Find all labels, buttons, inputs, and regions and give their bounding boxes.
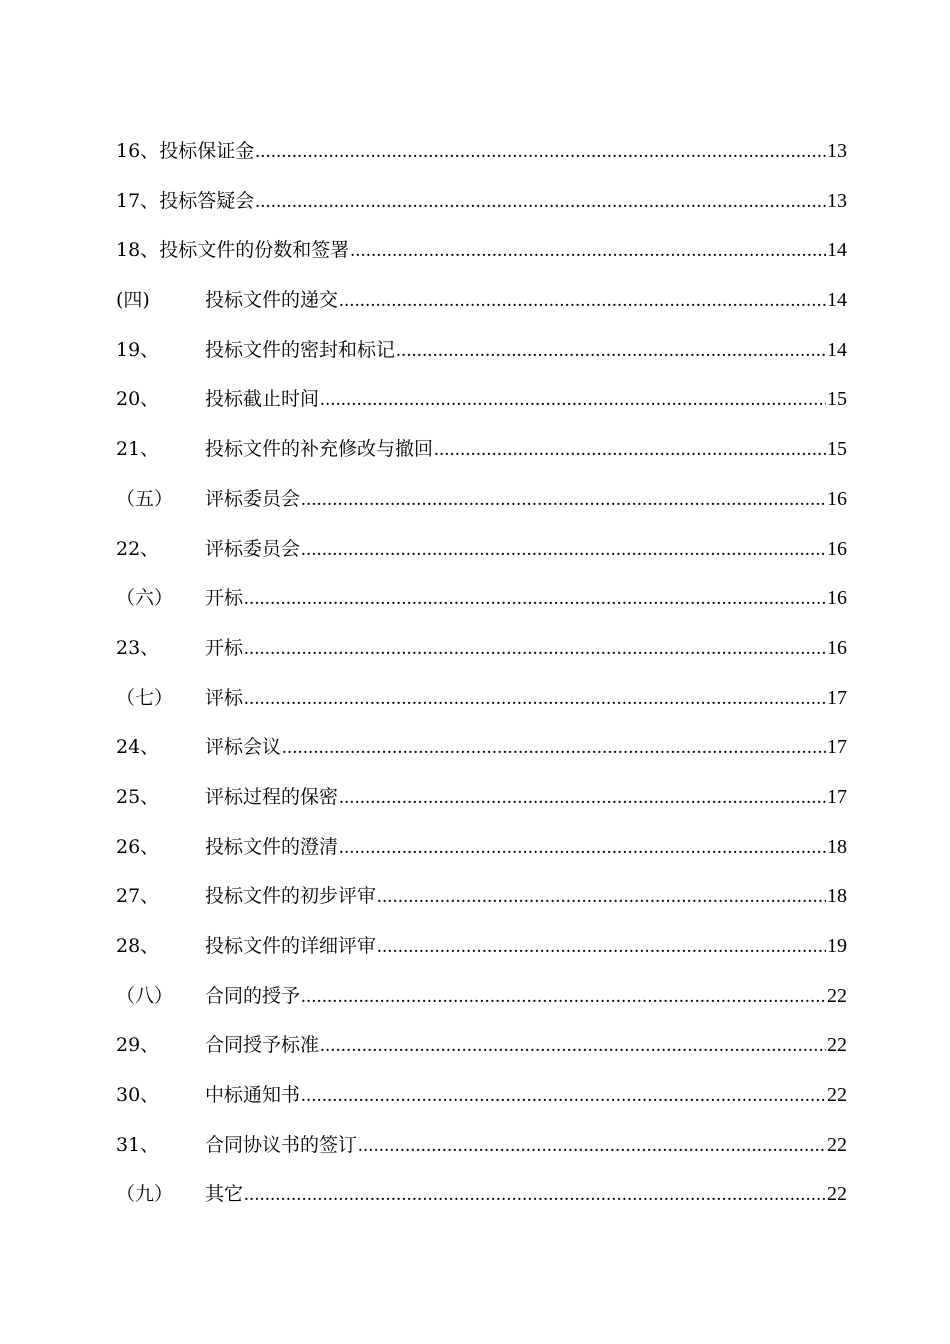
toc-entry-title: 开标 [205,587,244,610]
toc-entry-title: 投标文件的澄清 [205,835,339,858]
toc-entry-page: 17 [827,736,847,759]
toc-dot-leader [358,1128,826,1164]
toc-entry-number: 27、 [116,885,160,908]
toc-dot-leader [350,233,826,269]
toc-entry-title: 投标文件的份数和签署 [159,239,350,262]
toc-dot-leader [244,581,826,617]
toc-entry-title: 投标文件的补充修改与撤回 [205,438,434,461]
toc-entry-page: 14 [827,239,847,262]
toc-dot-leader [282,730,826,766]
toc-entry-number: （九） [116,1183,174,1206]
toc-entry-page: 16 [827,587,847,610]
toc-entry-page: 22 [827,984,847,1007]
toc-entry-number: 20、 [116,388,160,411]
toc-entry[interactable] [116,928,847,978]
toc-entry-number: 26、 [116,835,160,858]
toc-dot-leader [320,1028,826,1064]
toc-entry-title: 评标会议 [205,736,282,759]
toc-dot-leader [301,979,826,1015]
toc-entry[interactable] [116,1077,847,1127]
toc-entry-title: 中标通知书 [205,1084,301,1107]
toc-entry[interactable] [116,133,847,183]
table-of-contents [116,133,847,1226]
toc-entry-page: 19 [827,935,847,957]
toc-entry-title: 评标委员会 [205,537,301,560]
toc-dot-leader [339,780,826,816]
toc-entry-page: 18 [827,885,847,908]
toc-entry-page: 22 [827,1133,847,1156]
toc-entry-number: （八） [116,984,174,1007]
toc-entry-number: 31、 [116,1133,160,1156]
toc-entry-page: 22 [827,1183,847,1206]
toc-entry[interactable] [116,1176,847,1226]
toc-entry-title: 评标委员会 [205,487,301,510]
toc-entry[interactable] [116,729,847,779]
toc-entry[interactable] [116,680,847,730]
toc-entry-number: 23、 [116,636,160,659]
toc-entry-page: 16 [827,487,847,510]
toc-entry-number: 24、 [116,736,160,759]
toc-dot-leader [339,283,826,319]
toc-entry-number: （六） [116,587,174,610]
toc-dot-leader [434,432,826,468]
toc-entry[interactable] [116,232,847,282]
toc-entry-number: 28、 [116,935,160,957]
toc-entry-title: 投标文件的详细评审 [205,935,377,957]
toc-entry-number: （七） [116,686,174,709]
toc-entry[interactable] [116,1127,847,1177]
toc-entry-number: 17、 [116,189,160,212]
toc-dot-leader [301,482,826,518]
toc-entry-page: 15 [827,438,847,461]
toc-entry[interactable] [116,531,847,581]
toc-entry-number: 19、 [116,338,160,361]
toc-dot-leader [301,1078,826,1114]
toc-entry-title: 投标截止时间 [205,388,320,411]
toc-entry-page: 16 [827,537,847,560]
toc-entry-title: 投标文件的递交 [205,289,339,312]
toc-dot-leader [377,879,826,915]
toc-entry[interactable] [116,878,847,928]
toc-dot-leader [255,134,826,170]
toc-entry[interactable] [116,1027,847,1077]
toc-dot-leader [320,382,826,418]
toc-entry-title: 合同的授予 [205,984,301,1007]
toc-entry[interactable] [116,381,847,431]
toc-entry-page: 13 [827,189,847,212]
toc-entry[interactable] [116,580,847,630]
toc-entry-page: 22 [827,1084,847,1107]
toc-entry[interactable] [116,431,847,481]
toc-entry-number: 16、 [116,140,160,162]
toc-entry-title: 评标 [205,686,244,709]
toc-entry-number: 22、 [116,537,160,560]
toc-entry-title: 投标保证金 [159,140,255,162]
toc-entry[interactable] [116,978,847,1028]
toc-entry[interactable] [116,829,847,879]
toc-entry-page: 15 [827,388,847,411]
toc-entry-page: 16 [827,636,847,659]
toc-entry-number: 30、 [116,1084,160,1107]
toc-dot-leader [301,532,826,568]
toc-entry-number: (四) [116,289,150,312]
toc-entry-number: 25、 [116,785,160,808]
toc-entry-number: 18、 [116,239,160,262]
toc-entry[interactable] [116,779,847,829]
toc-dot-leader [377,929,826,965]
toc-entry[interactable] [116,332,847,382]
toc-entry-title: 合同协议书的签订 [205,1133,358,1156]
toc-entry-number: （五） [116,487,174,510]
toc-dot-leader [244,681,826,717]
toc-entry-number: 29、 [116,1034,160,1057]
toc-entry[interactable] [116,630,847,680]
toc-entry-number: 21、 [116,438,160,461]
toc-entry-page: 14 [827,289,847,312]
toc-dot-leader [244,1177,826,1213]
toc-entry-title: 投标文件的初步评审 [205,885,377,908]
toc-entry-title: 其它 [205,1183,244,1206]
toc-dot-leader [396,333,826,369]
toc-entry-page: 22 [827,1034,847,1057]
toc-entry-title: 投标文件的密封和标记 [205,338,396,361]
toc-entry[interactable] [116,481,847,531]
toc-entry-page: 17 [827,686,847,709]
toc-dot-leader [255,184,826,220]
toc-dot-leader [339,830,826,866]
toc-entry-page: 18 [827,835,847,858]
toc-entry-page: 13 [827,140,847,162]
toc-entry-title: 开标 [205,636,244,659]
toc-entry[interactable] [116,282,847,332]
toc-entry-title: 合同授予标准 [205,1034,320,1057]
toc-dot-leader [244,631,826,667]
toc-entry[interactable] [116,183,847,233]
toc-entry-title: 评标过程的保密 [205,785,339,808]
toc-entry-page: 14 [827,338,847,361]
toc-entry-page: 17 [827,785,847,808]
toc-entry-title: 投标答疑会 [159,189,255,212]
